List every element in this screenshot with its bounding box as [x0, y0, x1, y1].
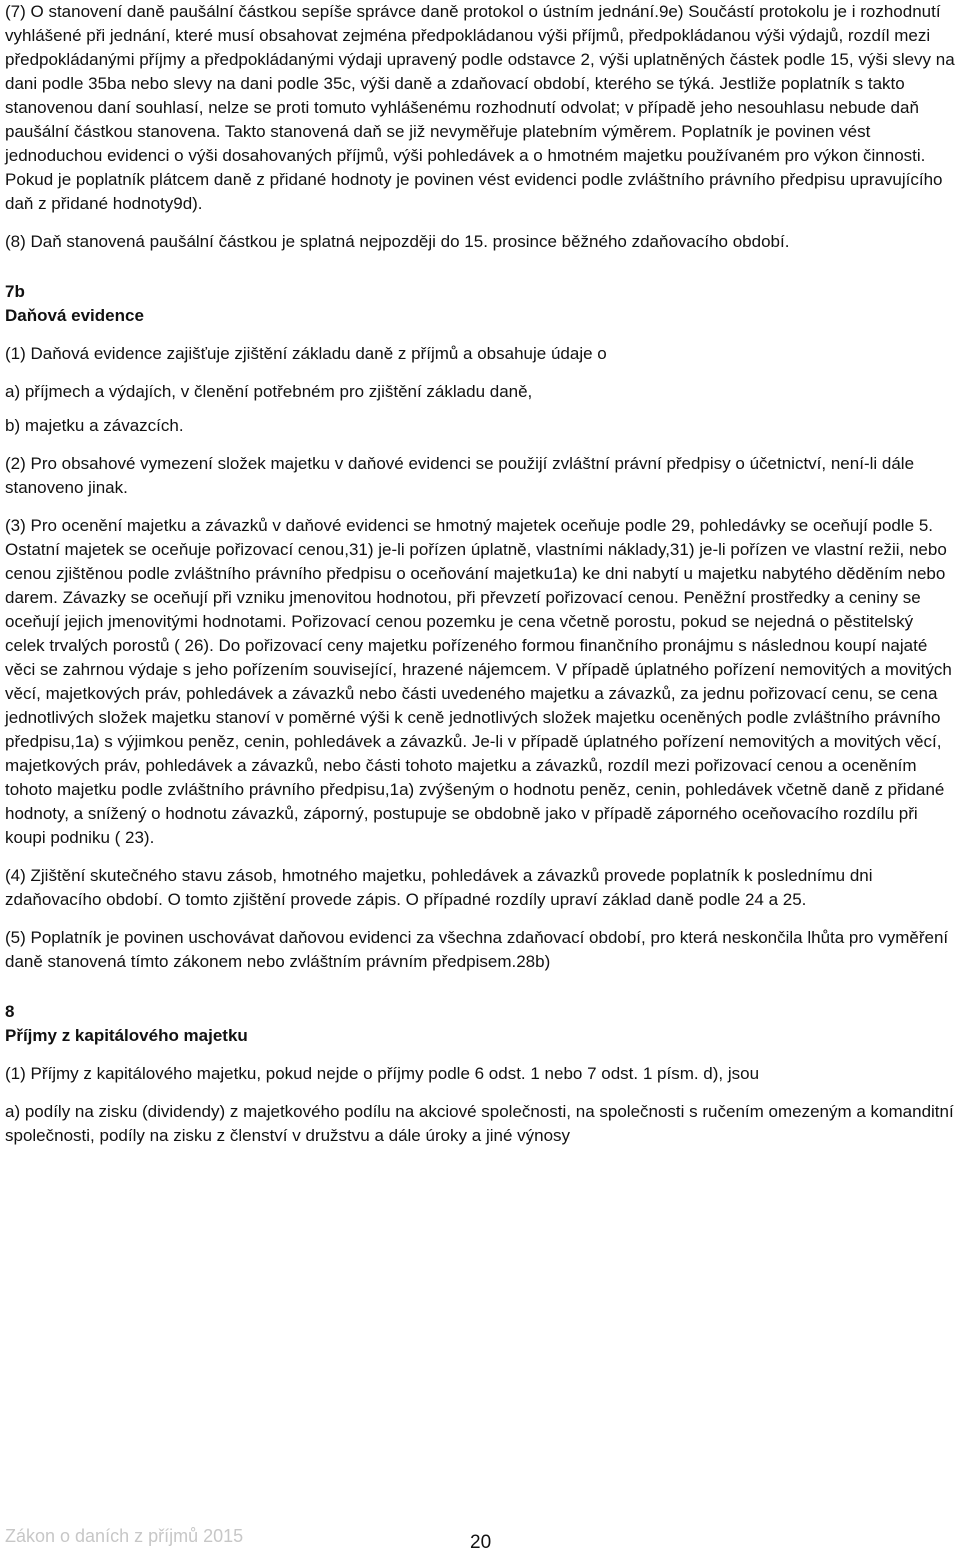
footer-page-number: 20: [470, 1532, 492, 1553]
section-7b-number: 7b: [5, 282, 25, 301]
paragraph-8: (8) Daň stanovená paušální částkou je splatná nejpozději do 15. prosince běžného zdaňovacího období.: [5, 232, 790, 251]
section-8-title: Příjmy z kapitálového majetku: [5, 1026, 248, 1045]
section-7b-paragraph-3: (3) Pro ocenění majetku a závazků v daňové evidenci se hmotný majetek oceňuje podle 29, pohledávky se oceňují podle 5. Ostatní majetek se oceňuje pořizovací cenou,31) je-li pořízen úplatně, vlastními náklady,31) je-li pořízen ve vlastní režii, nebo cenou zjištěnou podle zvláštního právního předpisu o oceňování majetku1a) ke dni nabytí u majetku nabytého děděním nebo darem. Závazky se oceňují při vzniku jmenovitou hodnotou, při převzetí pořizovací cenou. Peněžní prostředky a ceniny se oceňují jejich jmenovitými hodnotami. Pořizovací cenou pozemku je cena včetně porostu, pokud se nejedná o pěstitelský celek trvalých porostů ( 26). Do pořizovací ceny majetku pořízeného formou finančního pronájmu s následnou koupí najaté věci se zahrnou výdaje s jeho pořízením související, hrazené nájemcem. V případě úplatného pořízení nemovitých a movitých věcí, majetkových práv, pohledávek a závazků nebo části uvedeného majetku a závazků, za jednu pořizovací cenu, se cena jednotlivých složek majetku stanoví v poměrné výši k ceně jednotlivých složek majetku oceněných podle zvláštního právního předpisu,1a) s výjimkou peněz, cenin, pohledávek a závazků. Je-li v případě úplatného pořízení nemovitých a movitých věcí, majetkových práv, pohledávek a závazků, nebo části tohoto majetku a závazků, rozdíl mezi pořizovací cenou a oceněním tohoto majetku podle zvláštního právního předpisu,1a) zvýšeným o hodnotu peněz, cenin, pohledávek včetně daně z přidané hodnoty, a snížený o hodnotu závazků, záporný, postupuje se obdobně jako v případě záporného oceňovacího rozdílu při koupi podniku ( 23).: [5, 516, 952, 847]
section-8-paragraph-1: (1) Příjmy z kapitálového majetku, pokud nejde o příjmy podle 6 odst. 1 nebo 7 odst. 1 písm. d), jsou: [5, 1064, 760, 1083]
section-7b-paragraph-1: (1) Daňová evidence zajišťuje zjištění základu daně z příjmů a obsahuje údaje o: [5, 344, 607, 363]
document-page: [5, 0, 955, 1148]
paragraph-7: (7) O stanovení daně paušální částkou sepíše správce daně protokol o ústním jednání.9e) Součástí protokolu je i rozhodnutí vyhlášené při jednání, které musí obsahovat zejména předpokládanou výši příjmů, předpokládanou výši výdajů, rozdíl mezi předpokládanými příjmy a předpokládanými výdaji upravený podle odstavce 2, výši uplatněných částek podle 15, výši slevy na dani podle 35ba nebo slevy na dani podle 35c, výši daně a zdaňovací období, kterého se týká. Jestliže poplatník s takto stanovenou daní souhlasí, nelze se proti tomuto vyhlášenému rozhodnutí odvolat; v případě jeho nesouhlasu nebude daň paušální částkou stanovena. Takto stanovená daň se již nevyměřuje platebním výměrem. Poplatník je povinen vést jednoduchou evidenci o výši dosahovaných příjmů, výši pohledávek a o hmotném majetku používaném pro výkon činnosti. Pokud je poplatník plátcem daně z přidané hodnoty je povinen vést evidenci podle zvláštního právního předpisu upravujícího daň z přidané hodnoty9d).: [5, 2, 955, 213]
section-8-item-a: a) podíly na zisku (dividendy) z majetkového podílu na akciové společnosti, na společnosti s ručením omezeným a komanditní společnosti, podíly na zisku z členství v družstvu a dále úroky a jiné výnosy: [5, 1102, 954, 1145]
section-8-number: 8: [5, 1002, 15, 1021]
section-7b-paragraph-5: (5) Poplatník je povinen uschovávat daňovou evidenci za všechna zdaňovací období, pro která neskončila lhůta pro vyměření daně stanovená tímto zákonem nebo zvláštním právním předpisem.28b): [5, 928, 949, 971]
section-7b-item-a: a) příjmech a výdajích, v členění potřebném pro zjištění základu daně,: [5, 382, 533, 401]
section-7b-title: Daňová evidence: [5, 306, 144, 325]
section-7b-item-b: b) majetku a závazcích.: [5, 416, 184, 435]
section-7b-paragraph-2: (2) Pro obsahové vymezení složek majetku v daňové evidenci se použijí zvláštní právní předpisy o účetnictví, není-li dále stanoveno jinak.: [5, 454, 915, 497]
footer-document-title: Zákon o daních z příjmů 2015: [5, 1526, 244, 1546]
section-7b-paragraph-4: (4) Zjištění skutečného stavu zásob, hmotného majetku, pohledávek a závazků provede poplatník k poslednímu dni zdaňovacího období. O tomto zjištění provede zápis. O případné rozdíly upraví základ daně podle 24 a 25.: [5, 866, 873, 909]
